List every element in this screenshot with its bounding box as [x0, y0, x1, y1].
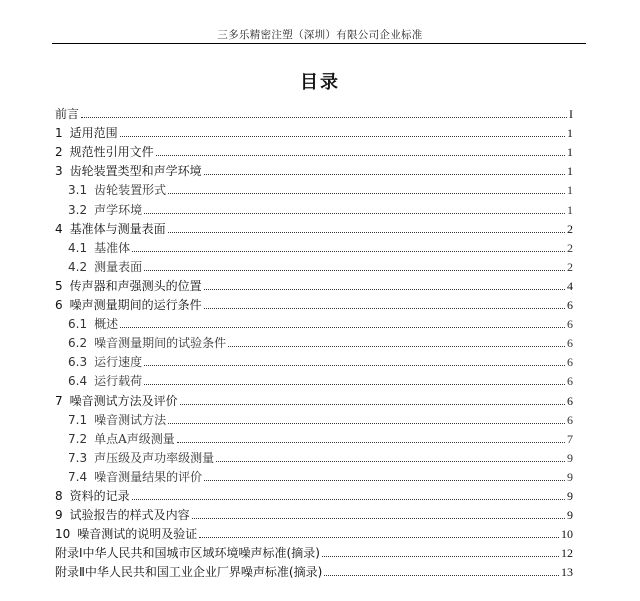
toc-entry[interactable] [55, 122, 573, 141]
toc-entry[interactable] [55, 256, 573, 275]
toc-entry-page-number: 9 [567, 488, 573, 503]
toc-entry-page-number: 1 [567, 202, 573, 217]
toc-entry-page-number: 6 [567, 336, 573, 351]
dot-leader [192, 518, 565, 519]
toc-entry[interactable] [55, 198, 573, 217]
toc-entry[interactable] [55, 275, 573, 294]
dot-leader [144, 213, 565, 214]
toc-entry-label: 齿轮装置形式 [94, 183, 167, 198]
toc-entry-label: 噪音测试方法 [94, 412, 167, 427]
toc-title: 目录 [300, 72, 340, 93]
dot-leader [177, 442, 565, 443]
toc-entry-label: 噪音测量结果的评价 [94, 469, 203, 484]
toc-entry-label: 资料的记录 [69, 488, 130, 503]
toc-entry[interactable] [55, 179, 573, 198]
toc-entry-page-number: 12 [561, 546, 573, 561]
dot-leader [81, 117, 567, 118]
dot-leader [168, 193, 565, 194]
dot-leader [204, 289, 565, 290]
toc-entry-page-number: 13 [561, 565, 573, 580]
toc-entry[interactable] [55, 389, 573, 408]
toc-entry-page-number: 9 [567, 469, 573, 484]
table-of-contents [55, 103, 573, 580]
toc-entry-number: 6.1 [68, 317, 88, 332]
toc-entry-page-number: 6 [567, 374, 573, 389]
toc-entry[interactable] [55, 294, 573, 313]
dot-leader [204, 308, 565, 309]
dot-leader [144, 384, 565, 385]
toc-entry-label: 声学环境 [94, 202, 143, 217]
toc-entry[interactable] [55, 351, 573, 370]
toc-entry[interactable] [55, 523, 573, 542]
toc-entry-label: 适用范围 [69, 126, 118, 141]
toc-entry-label: 噪音测试的说明及验证 [77, 527, 198, 542]
toc-entry-number: 6.2 [68, 336, 88, 351]
dot-leader [144, 270, 565, 271]
toc-entry-label: 噪音测量期间的试验条件 [94, 336, 227, 351]
toc-entry-page-number: 9 [567, 450, 573, 465]
toc-entry-page-number: 6 [567, 355, 573, 370]
toc-entry-label: 运行载荷 [94, 374, 143, 389]
toc-entry-page-number: 10 [561, 527, 573, 542]
toc-entry-page-number: 9 [567, 508, 573, 523]
toc-entry-page-number: 6 [567, 298, 573, 313]
toc-entry-label: 测量表面 [94, 259, 143, 274]
dot-leader [168, 423, 565, 424]
toc-entry[interactable] [55, 332, 573, 351]
toc-entry-number: 6 [55, 298, 63, 313]
toc-entry-label: 齿轮装置类型和声学环境 [69, 164, 202, 179]
toc-entry-page-number: 2 [567, 240, 573, 255]
toc-entry-number: 4.1 [68, 240, 88, 255]
toc-entry[interactable] [55, 370, 573, 389]
toc-entry-label: 噪声测量期间的运行条件 [69, 298, 202, 313]
toc-entry-number: 8 [55, 488, 63, 503]
toc-entry-number: 1 [55, 126, 63, 141]
toc-entry[interactable] [55, 237, 573, 256]
toc-entry-label: 试验报告的样式及内容 [69, 508, 190, 523]
toc-entry-number: 6.3 [68, 355, 88, 370]
dot-leader [204, 174, 565, 175]
toc-entry-number: 5 [55, 278, 63, 293]
toc-entry-number: 7.4 [68, 469, 88, 484]
toc-entry-label: 概述 [94, 317, 119, 332]
toc-entry[interactable] [55, 447, 573, 466]
toc-entry-number: 3.2 [68, 202, 88, 217]
toc-entry-page-number: 1 [567, 126, 573, 141]
toc-entry[interactable] [55, 504, 573, 523]
header-rule [52, 43, 586, 44]
toc-entry[interactable] [55, 542, 573, 561]
toc-entry-page-number: 1 [567, 183, 573, 198]
toc-entry-label: 附录Ⅰ中华人民共和国城市区域环境噪声标准(摘录) [55, 546, 320, 561]
toc-entry-page-number: 2 [567, 259, 573, 274]
toc-entry-number: 7.3 [68, 450, 88, 465]
dot-leader [199, 537, 559, 538]
toc-entry-label: 规范性引用文件 [69, 145, 154, 160]
toc-entry-label: 运行速度 [94, 355, 143, 370]
toc-entry-page-number: 1 [567, 164, 573, 179]
toc-entry-label: 基准体与测量表面 [69, 221, 166, 236]
toc-entry-label: 基准体 [94, 240, 131, 255]
toc-entry-page-number: 7 [567, 431, 573, 446]
toc-entry-page-number: 2 [567, 221, 573, 236]
toc-entry-page-number: 1 [567, 145, 573, 160]
toc-entry[interactable] [55, 485, 573, 504]
dot-leader [216, 461, 565, 462]
dot-leader [120, 136, 565, 137]
toc-entry[interactable] [55, 428, 573, 447]
dot-leader [168, 232, 565, 233]
dot-leader [228, 346, 565, 347]
toc-entry-label: 声压级及声功率级测量 [94, 450, 215, 465]
toc-entry-label: 单点A声级测量 [94, 431, 175, 446]
toc-entry-number: 7.2 [68, 431, 88, 446]
toc-entry[interactable] [55, 313, 573, 332]
dot-leader [132, 251, 565, 252]
toc-entry-label: 前言 [55, 107, 80, 122]
toc-entry-number: 7 [55, 393, 63, 408]
dot-leader [204, 480, 565, 481]
toc-entry-label: 传声器和声强测头的位置 [69, 278, 202, 293]
toc-entry-page-number: 6 [567, 393, 573, 408]
toc-entry[interactable] [55, 141, 573, 160]
toc-entry-number: 4 [55, 221, 63, 236]
toc-entry-number: 3.1 [68, 183, 88, 198]
dot-leader [324, 575, 559, 576]
toc-entry[interactable] [55, 160, 573, 179]
toc-entry-label: 噪音测试方法及评价 [69, 393, 178, 408]
toc-entry[interactable] [55, 409, 573, 428]
toc-entry[interactable] [55, 466, 573, 485]
toc-entry[interactable] [55, 103, 573, 122]
page-header: 三多乐精密注塑（深圳）有限公司企业标准 [217, 29, 423, 41]
toc-entry-page-number: 6 [567, 317, 573, 332]
toc-entry-number: 6.4 [68, 374, 88, 389]
toc-entry-page-number: I [569, 107, 573, 122]
toc-entry[interactable] [55, 218, 573, 237]
dot-leader [180, 404, 565, 405]
toc-entry-number: 2 [55, 145, 63, 160]
dot-leader [144, 365, 565, 366]
toc-entry-number: 7.1 [68, 412, 88, 427]
toc-entry-number: 10 [55, 527, 71, 542]
dot-leader [132, 499, 565, 500]
dot-leader [120, 327, 565, 328]
toc-entry-number: 9 [55, 508, 63, 523]
toc-entry[interactable] [55, 561, 573, 580]
toc-entry-page-number: 6 [567, 412, 573, 427]
toc-entry-number: 4.2 [68, 259, 88, 274]
dot-leader [322, 556, 559, 557]
toc-entry-number: 3 [55, 164, 63, 179]
toc-entry-page-number: 4 [567, 278, 573, 293]
toc-entry-label: 附录Ⅱ中华人民共和国工业企业厂界噪声标准(摘录) [55, 565, 323, 580]
dot-leader [156, 155, 565, 156]
